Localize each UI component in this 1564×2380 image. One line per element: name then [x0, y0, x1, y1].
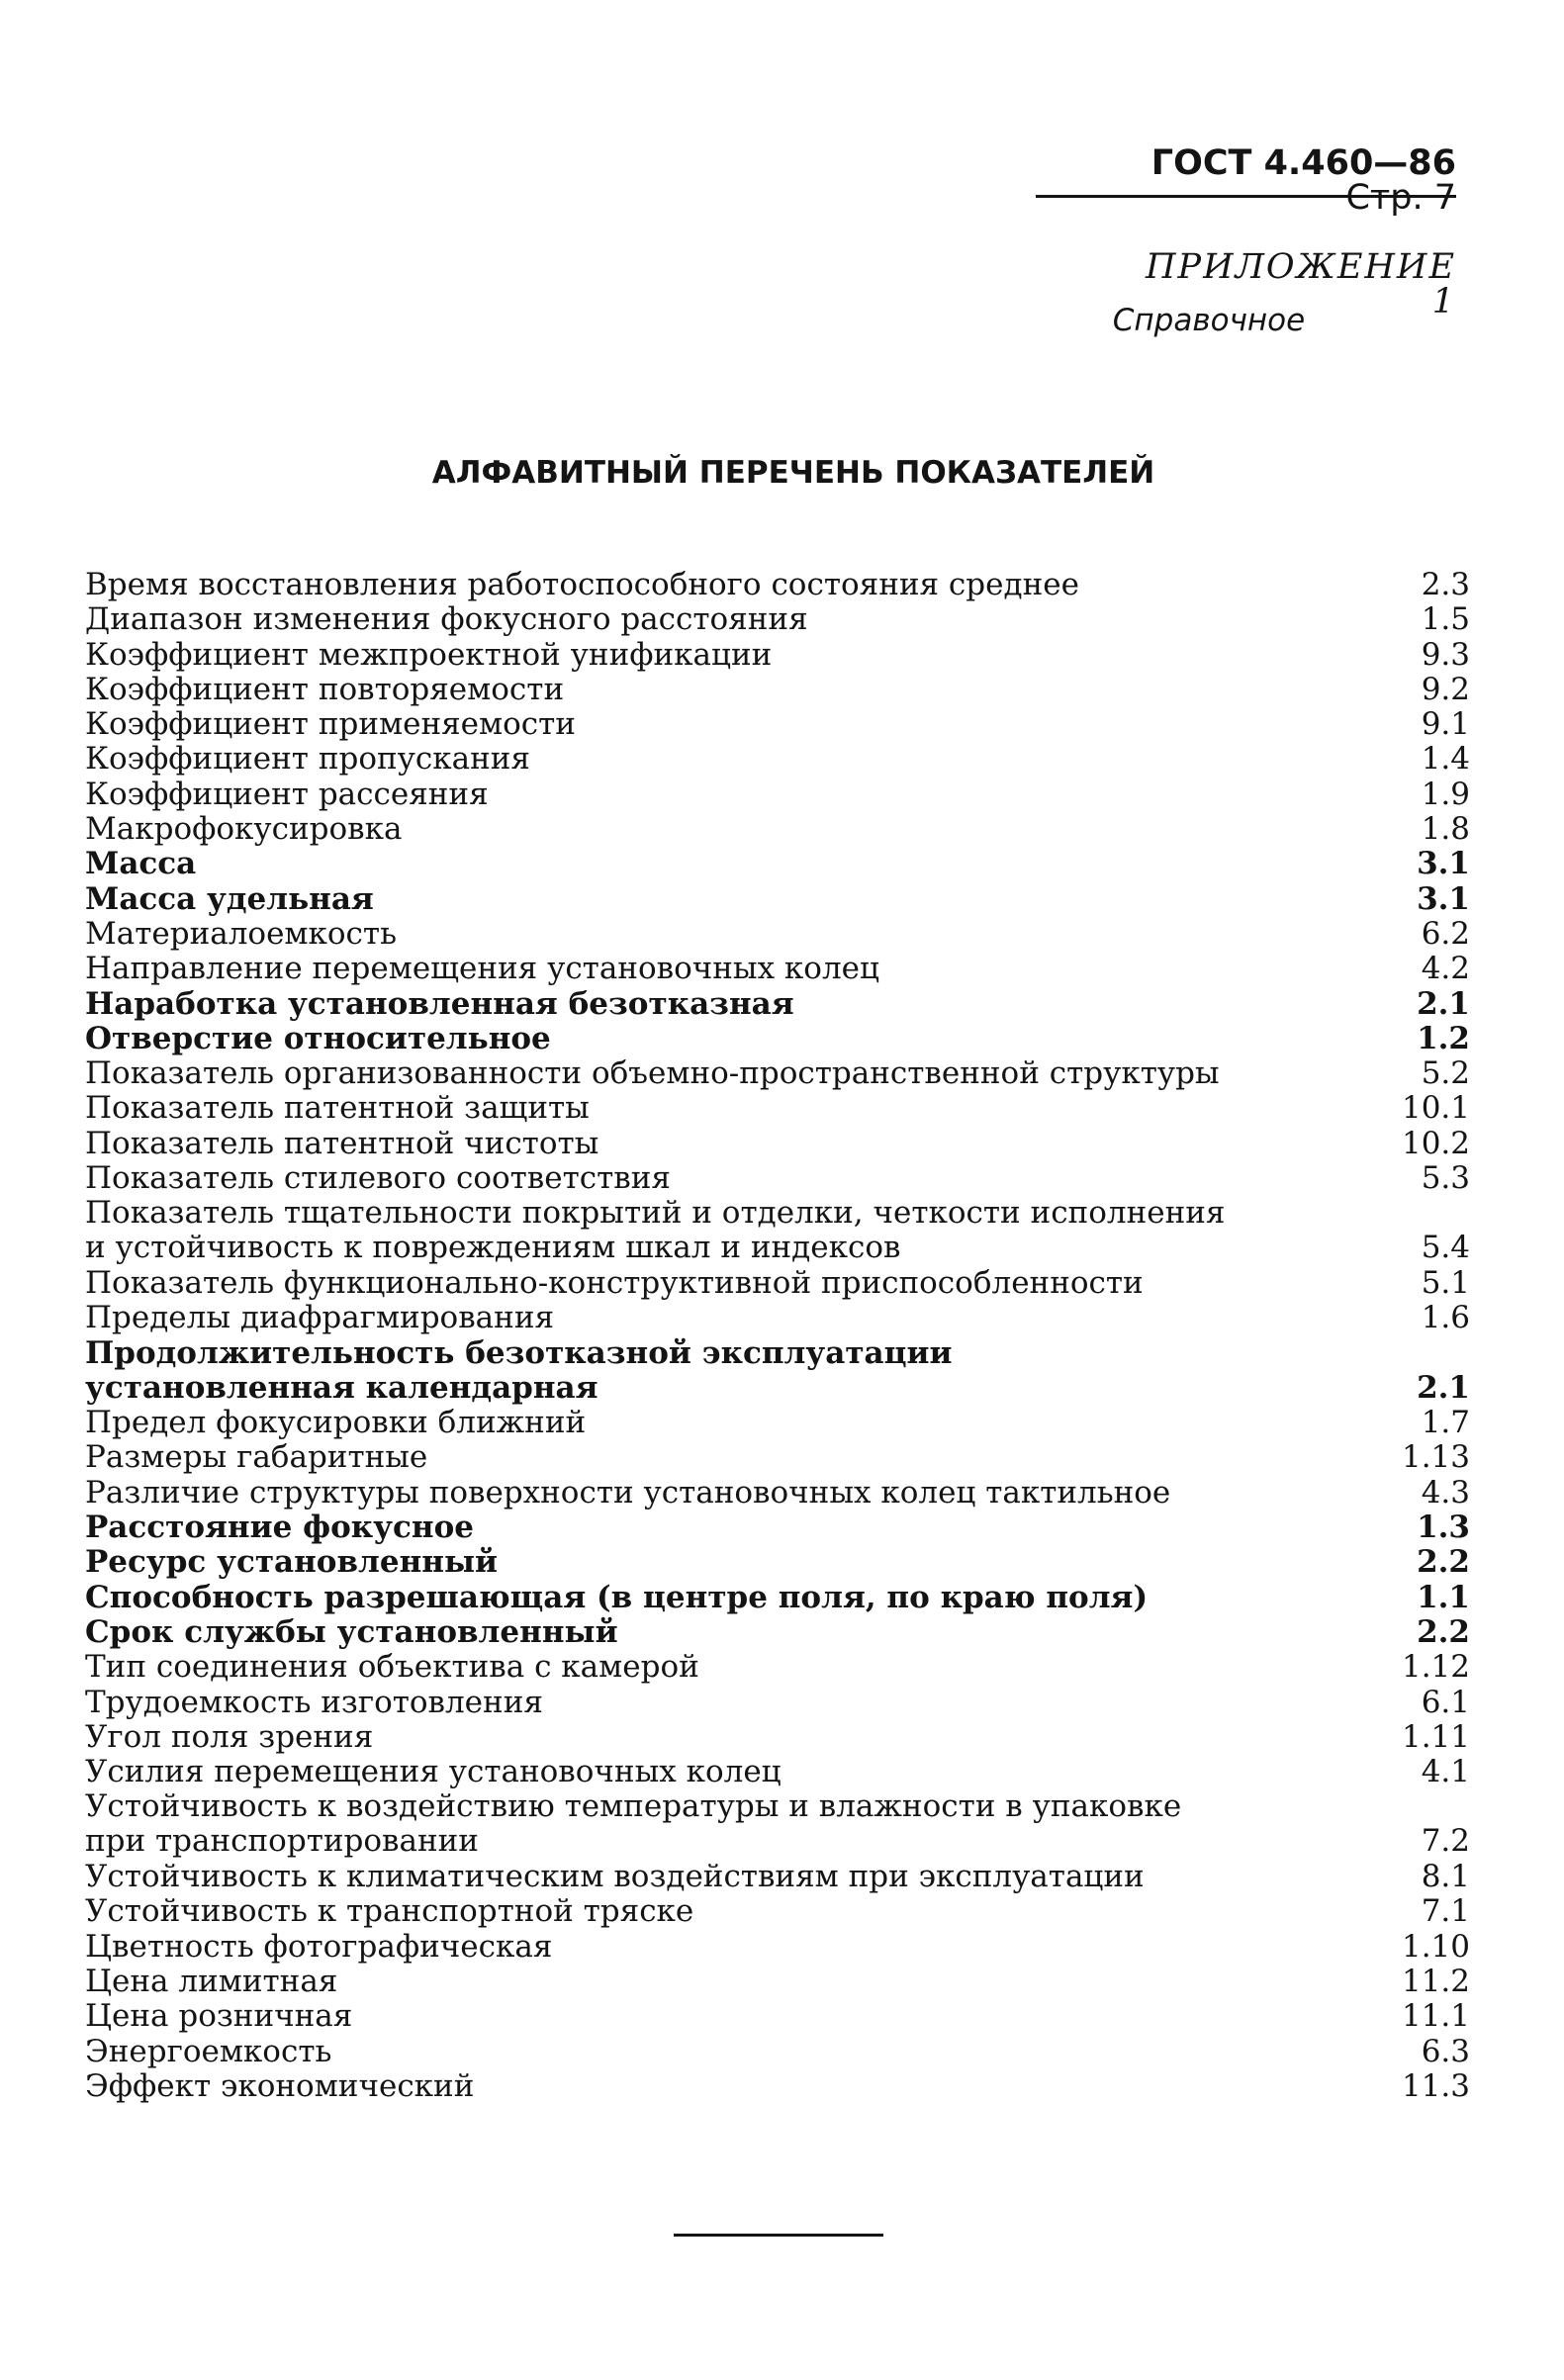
index-ref: 4.1 [1421, 1754, 1470, 1789]
index-term: Пределы диафрагмирования [85, 1300, 555, 1335]
index-ref: 1.13 [1401, 1439, 1470, 1475]
index-entry [85, 847, 1470, 881]
index-entry [85, 1301, 1470, 1335]
index-ref: 5.4 [1421, 1230, 1470, 1265]
index-ref: 1.11 [1401, 1719, 1470, 1755]
index-term: Способность разрешающая (в центре поля, по краю поля) [85, 1580, 1149, 1615]
index-ref: 1.12 [1401, 1649, 1470, 1685]
appendix-subtitle: Справочное [1112, 303, 1306, 338]
index-ref: 1.3 [1417, 1510, 1470, 1545]
header-divider [1036, 195, 1456, 198]
index-ref: 1.7 [1421, 1405, 1470, 1440]
index-entry [85, 1545, 1470, 1580]
index-term: Усилия перемещения установочных колец [85, 1754, 782, 1789]
index-term: Ресурс установленный [85, 1544, 499, 1580]
index-term: Коэффициент повторяемости [85, 672, 565, 707]
index-ref: 3.1 [1417, 846, 1470, 881]
index-entry [85, 707, 1470, 742]
index-ref: 5.2 [1421, 1055, 1470, 1091]
index-term: Показатель тщательности покрытий и отделки, четкости исполнения и устойчивость к повреждениям шкал и индексов [85, 1195, 1226, 1265]
index-entry [85, 778, 1470, 812]
index-term: Цена лимитная [85, 1964, 338, 1999]
index-term: Коэффициент рассеяния [85, 777, 489, 812]
index-term: Устойчивость к транспортной тряске [85, 1893, 694, 1929]
index-ref: 6.2 [1421, 916, 1470, 952]
standard-number: ГОСТ 4.460—86 [1150, 143, 1456, 183]
index-ref: 7.1 [1421, 1893, 1470, 1929]
index-entry [85, 742, 1470, 777]
index-ref: 1.1 [1417, 1580, 1470, 1615]
index-entry [85, 1860, 1470, 1894]
index-term: Показатель патентной защиты [85, 1090, 590, 1126]
index-ref: 5.3 [1421, 1160, 1470, 1196]
index-entry [85, 1022, 1470, 1056]
index-term: Коэффициент применяемости [85, 706, 576, 742]
index-term: Эффект экономический [85, 2068, 475, 2104]
index-term: Устойчивость к климатическим воздействиям при эксплуатации [85, 1859, 1145, 1894]
index-ref: 1.2 [1417, 1021, 1470, 1056]
index-term: Цветность фотографическая [85, 1929, 553, 1965]
index-entry [85, 1789, 1470, 1859]
index-term: Масса [85, 846, 197, 881]
index-entry [85, 812, 1470, 847]
index-ref: 4.3 [1421, 1475, 1470, 1510]
index-term: Показатель функционально-конструктивной приспособленности [85, 1265, 1144, 1301]
index-term: Макрофокусировка [85, 811, 403, 847]
index-term: Угол поля зрения [85, 1719, 374, 1755]
index-ref: 10.2 [1401, 1126, 1470, 1161]
index-entry [85, 1965, 1470, 1999]
index-term: Расстояние фокусное [85, 1510, 474, 1545]
index-entry [85, 1440, 1470, 1475]
footer-divider [674, 2234, 883, 2237]
index-term: Показатель патентной чистоты [85, 1126, 599, 1161]
index-entry [85, 602, 1470, 637]
index-ref: 4.2 [1421, 951, 1470, 986]
index-term: Различие структуры поверхности установочных колец тактильное [85, 1475, 1171, 1510]
index-entry [85, 1196, 1470, 1265]
index-entry [85, 1581, 1470, 1615]
index-term: Показатель стилевого соответствия [85, 1160, 671, 1196]
index-ref: 1.5 [1421, 601, 1470, 637]
index-entry [85, 1615, 1470, 1650]
index-term: Коэффициент пропускания [85, 741, 530, 777]
index-ref: 6.1 [1421, 1685, 1470, 1720]
index-entry [85, 2035, 1470, 2069]
index-entry [85, 882, 1470, 917]
index-entry [85, 1091, 1470, 1126]
index-entry [85, 1720, 1470, 1755]
index-ref: 8.1 [1421, 1859, 1470, 1894]
page-header [1078, 143, 1456, 218]
index-ref: 9.2 [1421, 672, 1470, 707]
index-entry [85, 568, 1470, 602]
index-term: Диапазон изменения фокусного расстояния [85, 601, 808, 637]
index-ref: 11.1 [1401, 1998, 1470, 2034]
index-term: Устойчивость к воздействию температуры и влажности в упаковке при транспортировании [85, 1788, 1182, 1859]
index-entry [85, 1686, 1470, 1720]
index-entry [85, 1510, 1470, 1545]
index-term: Срок службы установленный [85, 1614, 618, 1650]
index-ref: 2.1 [1417, 1370, 1470, 1406]
index-term: Трудоемкость изготовления [85, 1685, 543, 1720]
index-ref: 1.6 [1421, 1300, 1470, 1335]
index-entry [85, 1266, 1470, 1301]
index-ref: 11.2 [1401, 1964, 1470, 1999]
index-term: Цена розничная [85, 1998, 353, 2034]
index-ref: 1.9 [1421, 777, 1470, 812]
index-ref: 9.3 [1421, 637, 1470, 673]
page-number: Стр. 7 [1345, 178, 1456, 218]
index-term: Размеры габаритные [85, 1439, 428, 1475]
index-entry [85, 952, 1470, 986]
index-ref: 2.1 [1417, 986, 1470, 1022]
index-ref: 11.3 [1401, 2068, 1470, 2104]
index-entry [85, 1127, 1470, 1161]
index-term: Коэффициент межпроектной унификации [85, 637, 773, 673]
index-entry [85, 638, 1470, 673]
index-ref: 2.2 [1417, 1544, 1470, 1580]
index-ref: 9.1 [1421, 706, 1470, 742]
index-entry [85, 1056, 1470, 1091]
index-entry [85, 1650, 1470, 1685]
index-entry [85, 1476, 1470, 1510]
index-entry [85, 1999, 1470, 2034]
index-term: Продолжительность безотказной эксплуатации установленная календарная [85, 1335, 953, 1406]
index-term: Энергоемкость [85, 2034, 332, 2069]
index-term: Масса удельная [85, 881, 374, 917]
index-term: Показатель организованности объемно-пространственной структуры [85, 1055, 1220, 1091]
index-entry [85, 1161, 1470, 1196]
index-term: Наработка установленная безотказная [85, 986, 794, 1022]
index-entry [85, 2069, 1470, 2104]
index-entry [85, 917, 1470, 952]
index-entry [85, 1336, 1470, 1406]
index-term: Направление перемещения установочных колец [85, 951, 879, 986]
appendix-title: ПРИЛОЖЕНИЕ 1 [1146, 247, 1456, 321]
index-ref: 10.1 [1401, 1090, 1470, 1126]
index-entry [85, 673, 1470, 707]
index-ref: 5.1 [1421, 1265, 1470, 1301]
index-term: Отверстие относительное [85, 1021, 551, 1056]
index-ref: 1.4 [1421, 741, 1470, 777]
index-entry [85, 1930, 1470, 1965]
index-ref: 6.3 [1421, 2034, 1470, 2069]
index-ref: 1.8 [1421, 811, 1470, 847]
index-term: Время восстановления работоспособного состояния среднее [85, 567, 1079, 602]
index-heading: АЛФАВИТНЫЙ ПЕРЕЧЕНЬ ПОКАЗАТЕЛЕЙ [431, 455, 1155, 491]
index-term: Предел фокусировки ближний [85, 1405, 587, 1440]
index-ref: 2.3 [1421, 567, 1470, 602]
index-ref: 7.2 [1421, 1823, 1470, 1859]
index-entry [85, 1406, 1470, 1440]
index-ref: 1.10 [1401, 1929, 1470, 1965]
index-ref: 3.1 [1417, 881, 1470, 917]
index-ref: 2.2 [1417, 1614, 1470, 1650]
index-entry [85, 1894, 1470, 1929]
index-term: Материалоемкость [85, 916, 397, 952]
index-term: Тип соединения объектива с камерой [85, 1649, 699, 1685]
index-entry [85, 987, 1470, 1022]
index-entry [85, 1755, 1470, 1789]
